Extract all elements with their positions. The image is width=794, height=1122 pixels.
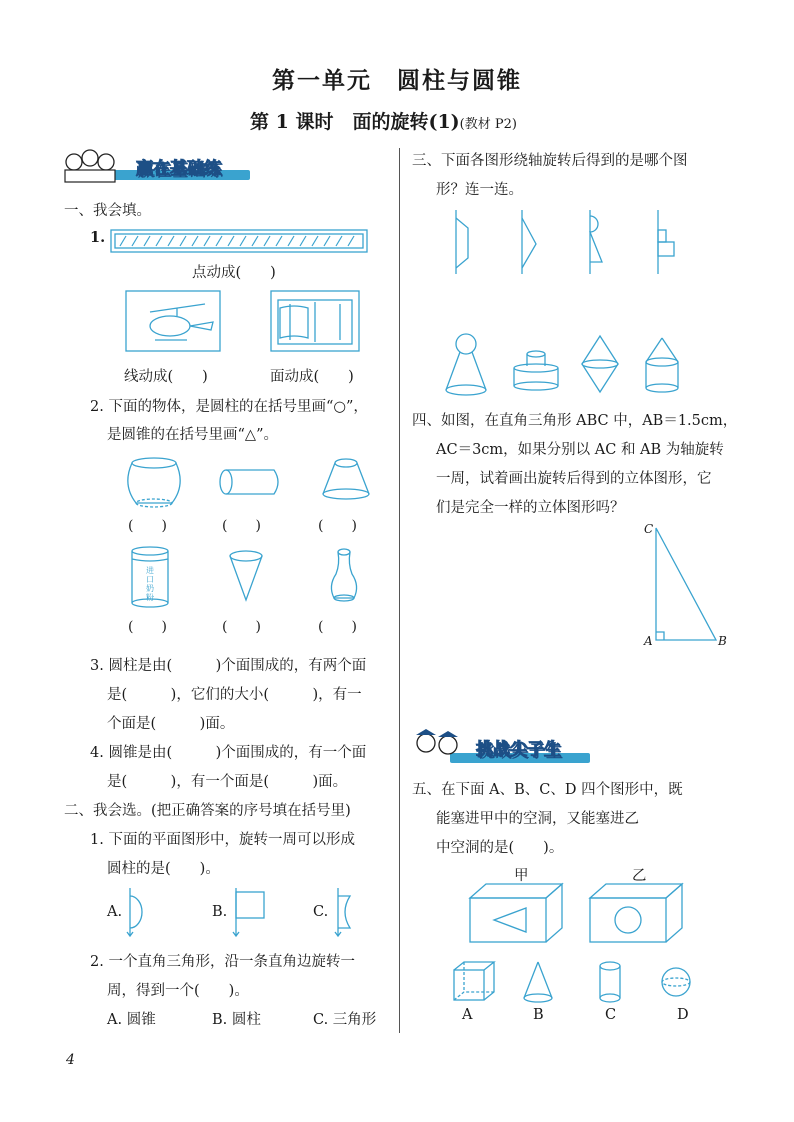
vertex-c-label: C [644, 522, 654, 536]
q2-paren-4: ( ) [128, 619, 167, 635]
s2-q1-line2: 圆柱的是( )。 [107, 861, 220, 877]
s1-q4-line2: 是( )，有一个面是( )面。 [107, 774, 348, 790]
s1-heading: 一、我会填。 [64, 203, 151, 219]
option-a-label: A [462, 1007, 473, 1023]
vertex-a-label: A [644, 634, 653, 648]
banner-basic [60, 146, 250, 186]
s5-line2: 能塞进甲中的空洞，又能塞进乙 [436, 811, 639, 827]
helicopter-image [125, 290, 221, 352]
s2-q1-option-a: A. [107, 904, 123, 920]
box-yi-label: 乙 [632, 868, 647, 884]
s2-q1-line1: 1. 下面的平面图形中，旋转一周可以形成 [90, 832, 355, 848]
s5-line1: 五、在下面 A、B、C、D 四个图形中，既 [412, 782, 683, 798]
option-c-label: C [605, 1007, 617, 1023]
s1-q1-number: 1. [90, 229, 106, 246]
banner-basic-text: 赢在基础练 [136, 159, 221, 179]
s4-line4: 们是完全一样的立体图形吗？ [436, 500, 625, 516]
rectangle-axis-shape [230, 886, 270, 938]
log-image [218, 466, 284, 500]
q2-paren-6: ( ) [318, 619, 357, 635]
lesson-title-text: 第 1 课时 面的旋转(1) [250, 111, 460, 133]
right-triangle-abc [640, 522, 730, 650]
s1-q3-line3: 个面是( )面。 [107, 716, 235, 732]
plane-shape-3 [590, 210, 602, 274]
solid-stacked-cylinders [514, 351, 558, 390]
solid-cylinder [600, 962, 620, 1002]
s3-line1: 三、下面各图形绕轴旋转后得到的是哪个图 [412, 153, 688, 169]
vase-image [324, 546, 364, 608]
s4-line2: AC＝3cm，如果分别以 AC 和 AB 为轴旋转 [436, 442, 724, 458]
s2-q2-line2: 周，得到一个( )。 [107, 983, 249, 999]
boxes-with-holes [466, 880, 696, 948]
solid-sphere-cone [446, 334, 486, 395]
s1-q4-line1: 4. 圆锥是由( )个面围成的，有一个面 [90, 745, 367, 761]
s1-q2-line2: 是圆锥的在括号里画“△”。 [107, 427, 278, 443]
s4-line3: 一周，试着画出旋转后得到的立体图形，它 [436, 471, 712, 487]
s4-line1: 四、如图，在直角三角形 ABC 中，AB＝1.5cm， [412, 413, 738, 429]
s2-q2-line1: 2. 一个直角三角形，沿一条直角边旋转一 [90, 954, 355, 970]
solid-cone [524, 962, 552, 1002]
s1-q3-line1: 3. 圆柱是由( )个面围成的，有两个面 [90, 658, 367, 674]
ball-vase-image [124, 455, 190, 509]
plane-shape-4 [658, 210, 674, 274]
rotation-solid-shapes [440, 330, 700, 398]
page-number: 4 [66, 1052, 75, 1068]
plane-shape-1 [456, 210, 468, 274]
concave-axis-shape [330, 886, 360, 938]
s2-q1-option-c: C. [313, 904, 329, 920]
s2-q1-option-b: B. [212, 904, 228, 920]
lesson-ref: (教材 P2) [459, 117, 517, 132]
solid-sphere [662, 968, 690, 996]
s1-q2-line1: 2. 下面的物体，是圆柱的在括号里画“○”， [90, 399, 368, 415]
q2-paren-5: ( ) [222, 619, 261, 635]
solid-cone-cylinder [646, 338, 678, 392]
s1-q3-line2: 是( )，它们的大小( )，有一 [107, 687, 362, 703]
box-yi [590, 884, 682, 942]
box-jia-label: 甲 [514, 868, 529, 884]
banner-challenge [410, 725, 590, 769]
milk-can-label: 进口奶粉 [146, 566, 154, 602]
q2-paren-3: ( ) [318, 518, 357, 534]
q1-blank-point: 点动成( ) [192, 265, 276, 281]
column-divider [399, 148, 400, 1033]
vertex-b-label: B [718, 634, 727, 648]
lesson-title [250, 107, 517, 134]
option-d-label: D [677, 1007, 689, 1023]
solid-cube [454, 962, 494, 1000]
s2-q2-option-b: B. 圆柱 [212, 1012, 261, 1028]
plane-shape-2 [522, 210, 536, 274]
solid-double-cone [582, 336, 618, 392]
raindrops-image [110, 228, 370, 256]
box-jia [470, 884, 562, 942]
s3-line2: 形？连一连。 [436, 182, 523, 198]
revolving-door-image [270, 290, 360, 352]
s2-q2-option-c: C. 三角形 [313, 1012, 377, 1028]
option-solids [448, 958, 698, 1008]
q1-blank-face: 面动成( ) [270, 369, 354, 385]
unit-title: 第一单元 圆柱与圆锥 [272, 67, 522, 94]
ice-cream-cone-image [226, 548, 266, 606]
banner-challenge-text: 挑战尖子生 [476, 740, 561, 760]
half-circle-axis-shape [124, 886, 152, 938]
s2-q2-option-a: A. 圆锥 [107, 1012, 156, 1028]
s5-line3: 中空洞的是( )。 [436, 840, 564, 856]
q2-paren-1: ( ) [128, 518, 167, 534]
q2-paren-2: ( ) [222, 518, 261, 534]
rotation-plane-shapes [440, 208, 700, 278]
option-b-label: B [533, 1007, 544, 1023]
s2-heading: 二、我会选。(把正确答案的序号填在括号里) [64, 803, 351, 819]
lampshade-image [318, 456, 374, 502]
q1-blank-line: 线动成( ) [124, 369, 208, 385]
